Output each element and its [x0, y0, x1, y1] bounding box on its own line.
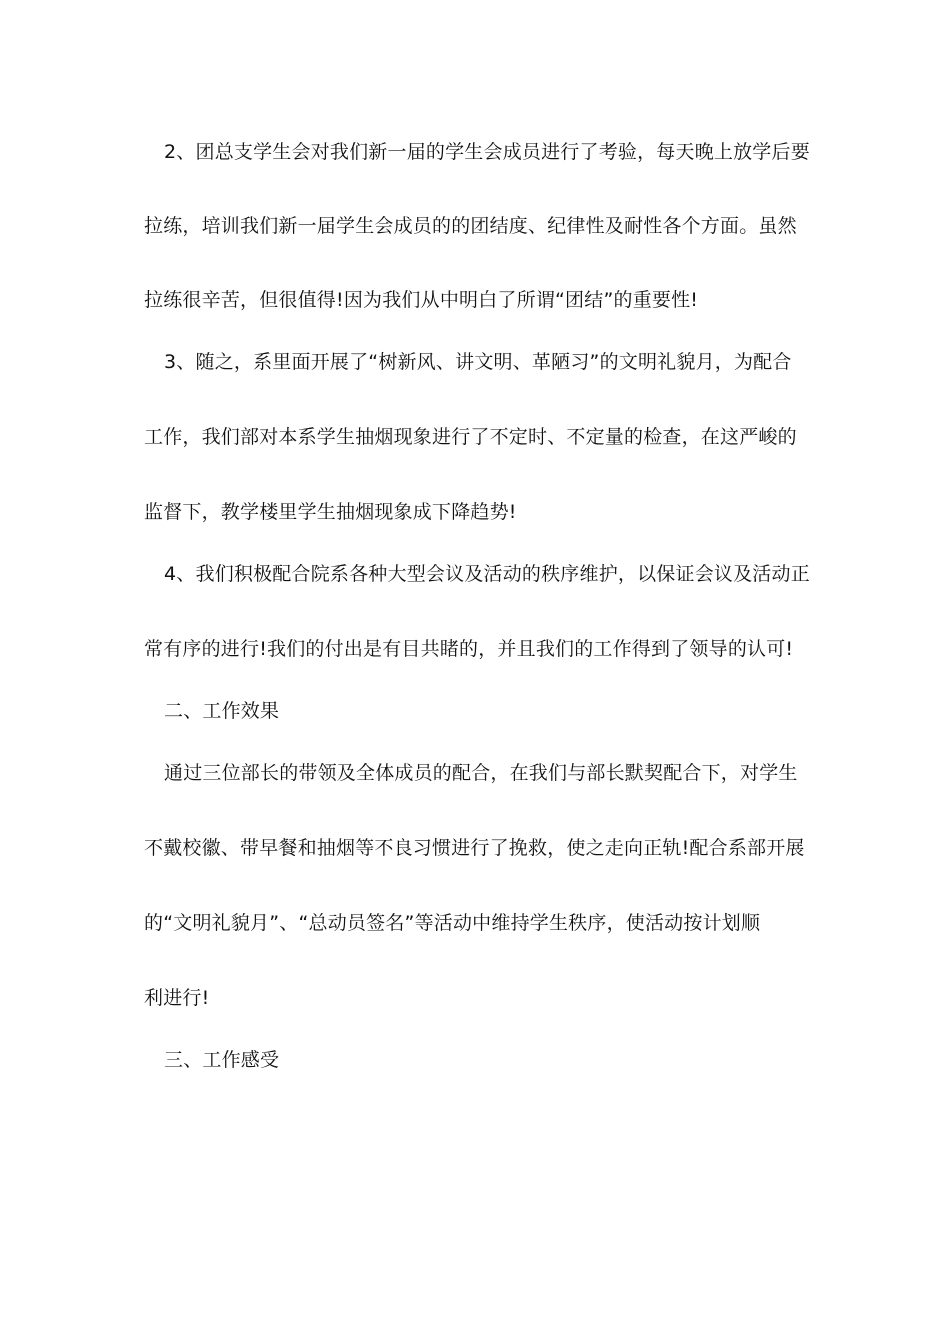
paragraph-line: 的“文明礼貌月”、“总动员签名”等活动中维持学生秩序，使活动按计划顺	[144, 912, 761, 934]
paragraph-line: 2、团总支学生会对我们新一届的学生会成员进行了考验，每天晚上放学后要	[164, 141, 810, 163]
paragraph-line: 工作，我们部对本系学生抽烟现象进行了不定时、不定量的检查，在这严峻的	[144, 426, 797, 448]
paragraph-line: 4、我们积极配合院系各种大型会议及活动的秩序维护，以保证会议及活动正	[164, 563, 810, 585]
paragraph-line: 监督下，教学楼里学生抽烟现象成下降趋势!	[144, 501, 517, 523]
section-heading: 三、工作感受	[164, 1049, 280, 1071]
paragraph-line: 通过三位部长的带领及全体成员的配合，在我们与部长默契配合下，对学生	[164, 762, 798, 784]
paragraph-line: 常有序的进行!我们的付出是有目共睹的，并且我们的工作得到了领导的认可!	[144, 638, 794, 660]
paragraph-line: 不戴校徽、带早餐和抽烟等不良习惯进行了挽救，使之走向正轨!配合系部开展	[144, 837, 805, 859]
section-heading: 二、工作效果	[164, 700, 280, 722]
paragraph-line: 拉练很辛苦，但很值得!因为我们从中明白了所谓“团结”的重要性!	[144, 289, 699, 311]
paragraph-line: 3、随之，系里面开展了“树新风、讲文明、革陋习”的文明礼貌月，为配合	[164, 351, 792, 373]
paragraph-line: 利进行!	[144, 987, 210, 1009]
paragraph-line: 拉练，培训我们新一届学生会成员的的团结度、纪律性及耐性各个方面。虽然	[144, 215, 797, 237]
